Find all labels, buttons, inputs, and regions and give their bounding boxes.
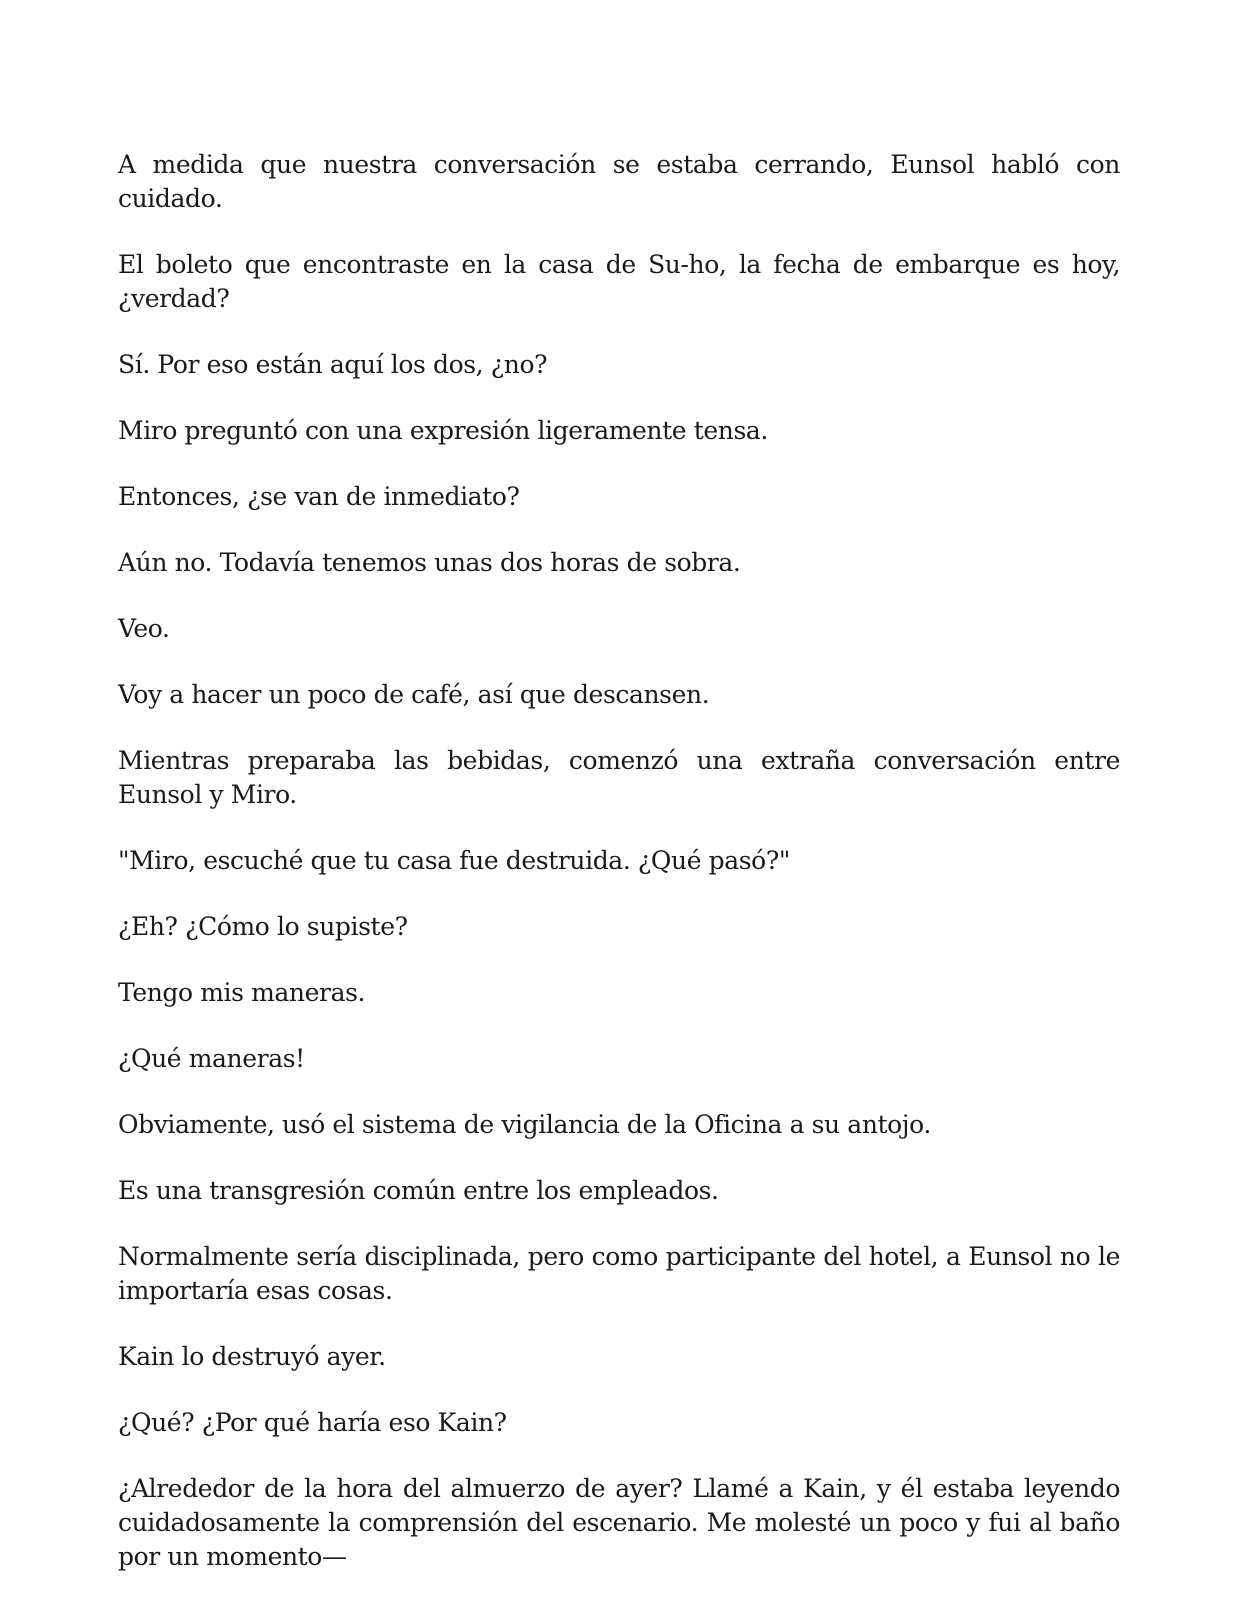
paragraph: ¿Eh? ¿Cómo lo supiste? <box>118 912 408 941</box>
paragraph: Mientras preparaba las bebidas, comenzó una extraña conversación entre Eunsol y Miro. <box>118 746 1120 809</box>
paragraph: Es una transgresión común entre los empleados. <box>118 1176 719 1205</box>
paragraph: "Miro, escuché que tu casa fue destruida. ¿Qué pasó?" <box>118 846 790 875</box>
paragraph: Entonces, ¿se van de inmediato? <box>118 482 520 511</box>
document-body <box>118 148 1120 1574</box>
paragraph: ¿Qué maneras! <box>118 1044 305 1073</box>
paragraph: ¿Alrededor de la hora del almuerzo de ayer? Llamé a Kain, y él estaba leyendo cuidadosamente la comprensión del escenario. Me molesté un poco y fui al baño por un momento— <box>118 1474 1120 1571</box>
paragraph: Obviamente, usó el sistema de vigilancia de la Oficina a su antojo. <box>118 1110 931 1139</box>
paragraph: Sí. Por eso están aquí los dos, ¿no? <box>118 350 548 379</box>
paragraph: Tengo mis maneras. <box>118 978 366 1007</box>
paragraph: Normalmente sería disciplinada, pero como participante del hotel, a Eunsol no le importaría esas cosas. <box>118 1242 1120 1305</box>
paragraph: Aún no. Todavía tenemos unas dos horas de sobra. <box>118 548 741 577</box>
paragraph: El boleto que encontraste en la casa de Su-ho, la fecha de embarque es hoy, ¿verdad? <box>118 250 1120 313</box>
paragraph: Voy a hacer un poco de café, así que descansen. <box>118 680 710 709</box>
paragraph: Miro preguntó con una expresión ligeramente tensa. <box>118 416 768 445</box>
paragraph: Veo. <box>118 614 170 643</box>
paragraph: Kain lo destruyó ayer. <box>118 1342 386 1371</box>
paragraph: ¿Qué? ¿Por qué haría eso Kain? <box>118 1408 507 1437</box>
paragraph: A medida que nuestra conversación se estaba cerrando, Eunsol habló con cuidado. <box>118 150 1120 213</box>
